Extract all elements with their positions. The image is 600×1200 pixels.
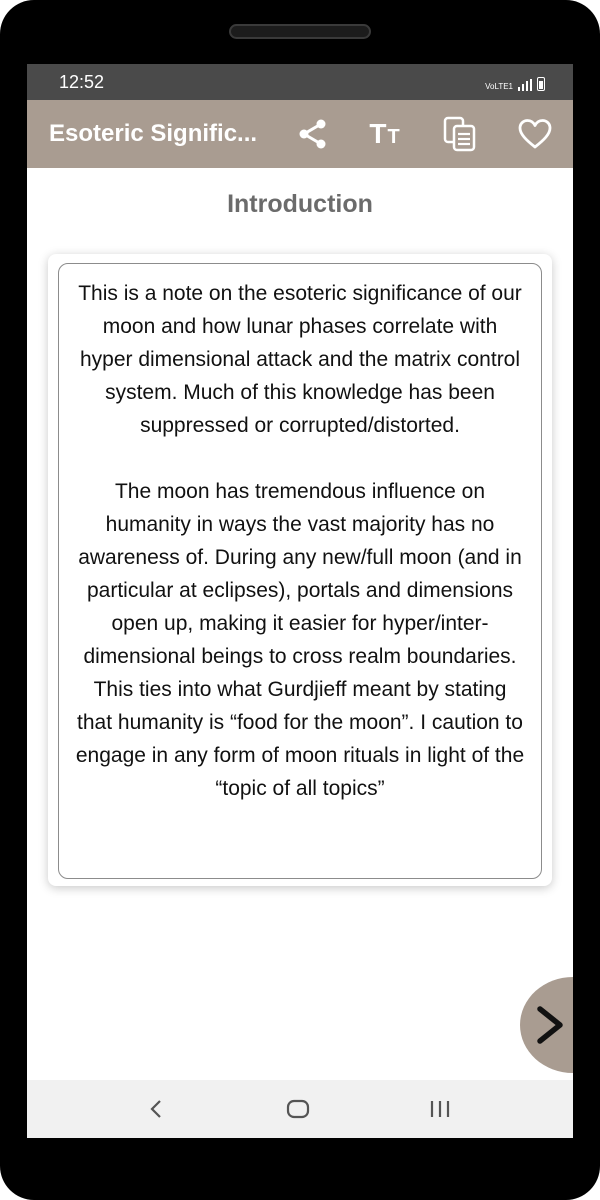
battery-icon [537,77,545,91]
paragraph-2: The moon has tremendous influence on humanity in ways the vast majority has no awareness of. During any new/full moon (and in particular at eclipses), portals and dimensions open up, making it easier for hyper/inter-dimensional beings to cross realm boundaries. This ties into what Gurdjieff meant by stating that humanity is “food for the moon”. I caution to engage in any form of moon rituals in light of the “topic of all topics” [75,480,525,800]
recents-button[interactable] [415,1094,465,1124]
next-page-button[interactable] [520,977,573,1073]
paragraph-1: This is a note on the esoteric significance of our moon and how lunar phases correlate with hyper dimensional attack and the matrix control system. Much of this knowledge has been suppressed or corrupted/distorted. [78,282,522,437]
volte-indicator: VoLTE1 [485,82,513,91]
share-button[interactable] [293,114,333,154]
home-icon [286,1099,310,1119]
system-nav-bar [27,1080,573,1138]
status-bar [27,64,573,100]
signal-icon [518,79,532,91]
app-bar [27,100,573,168]
text-size-icon: TT [369,118,401,149]
home-button[interactable] [273,1094,323,1124]
screen [27,64,573,1138]
copy-button[interactable] [440,114,480,154]
heart-icon [518,118,552,150]
copy-icon [441,115,479,153]
content-area [27,168,573,1080]
text-size-button[interactable] [365,114,405,154]
app-title: Esoteric Signific... [49,120,258,147]
note-card [48,254,552,886]
note-card-inner [58,263,542,879]
share-icon [296,117,330,151]
back-button[interactable] [131,1094,181,1124]
section-heading: Introduction [227,190,373,218]
back-icon [149,1099,163,1119]
status-icons [485,73,545,91]
speaker-grille [229,24,371,39]
status-time: 12:52 [59,72,105,92]
favorite-button[interactable] [515,114,555,154]
chevron-right-icon [534,1005,566,1045]
recents-icon [428,1099,452,1119]
